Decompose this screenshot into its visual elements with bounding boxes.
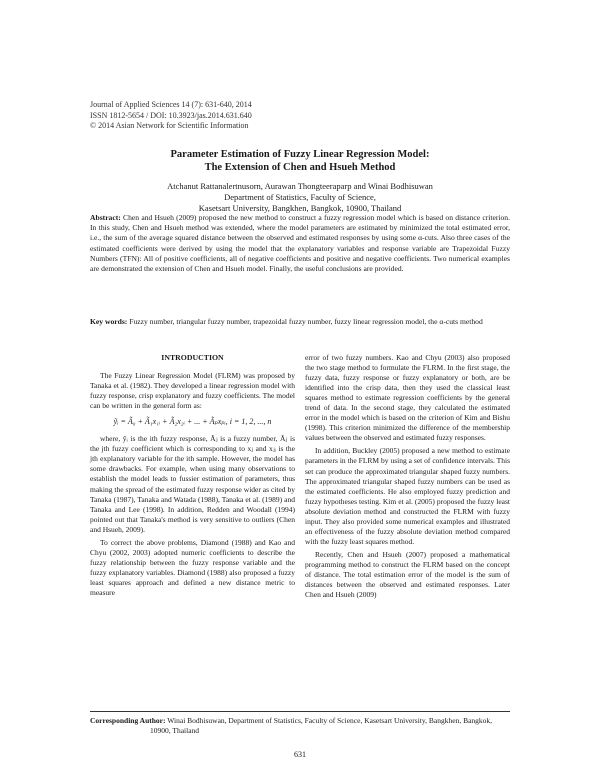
author-names: Atchanut Rattanalertnusorn, Aurawan Thongteeraparp and Winai Bodhisuwan [167,181,433,191]
title-line-1: Parameter Estimation of Fuzzy Linear Regression Model: [170,149,430,160]
abstract [90,213,510,274]
intro-paragraph-1: The Fuzzy Linear Regression Model (FLRM) was proposed by Tanaka et al. (1982). They developed a linear regression model with fuzzy response, crisp explanatory and fuzzy coefficients. The model can be written in the general form as: [90,371,295,411]
keywords-label: Key words: [90,317,128,326]
journal-citation: Journal of Applied Sciences 14 (7): 631-640, 2014 [90,100,252,109]
journal-header [90,100,252,132]
corresponding-text: Winai Bodhisuwan, Department of Statistics, Faculty of Science, Kasetsart University, Bangkhen, Bangkok, 10900, Thailand [150,716,493,735]
corresponding-label: Corresponding Author: [90,716,166,725]
page-number: 631 [294,750,306,759]
footnote-divider [90,711,510,712]
title-line-2: The Extension of Chen and Hsueh Method [204,162,396,173]
author-affiliation: Kasetsart University, Bangkhen, Bangkok, 10900, Thailand [198,203,402,213]
section-heading-introduction: INTRODUCTION [161,353,224,362]
intro-paragraph-2: where, ỹᵢ is the ith fuzzy response, Ãⱼ is a fuzzy number, Ãⱼ is the jth fuzzy coefficient which is corresponding to xⱼ and xⱼᵢ is the jth explanatory variable for the ith sample. However, the model has some drawbacks. For example, when using many observations to establish the model leads to fussier estimation of parameters, thus making the spread of the estimated fuzzy response wider as cited by Tanaka (1987), Tanaka and Watada (1988), Tanaka et al. (1989) and Tanaka and Lee (1998). In addition, Redden and Woodall (1994) pointed out that Tanaka's method is very sensitive to outliers (Chen and Hsueh, 2009). [90,434,295,534]
keywords-text: Fuzzy number, triangular fuzzy number, trapezoidal fuzzy number, fuzzy linear regression model, the α-cuts method [129,317,483,326]
intro-paragraph-6: Recently, Chen and Hsueh (2007) proposed a mathematical programming method to construct the FLRM based on the concept of distance. The total estimation error of the model is the sum of distances between the observed and estimated responses. Later Chen and Hsueh (2009) [305,549,510,600]
equation-flrm: ỹᵢ = Ã₀ + Ã₁x₁ᵢ + Ã₂x₂ᵢ + ... + Ãₚxₚᵢ, i = 1, 2, ..., n [113,417,272,427]
issn-doi: ISSN 1812-5654 / DOI: 10.3923/jas.2014.631.640 [90,110,252,120]
author-department: Department of Statistics, Faculty of Science, [224,192,376,202]
left-column [90,353,295,598]
abstract-text: Chen and Hsueh (2009) proposed the new method to construct a fuzzy regression model which is based on distance criterion. In this study, Chen and Hsueh method was extended, where the model parameters are estimated by minimized the total estimated error, i.e., the sum of the average squared distance between the observed and estimated responses by using some α-cuts. Also three cases of the estimated coefficients were derived by using the model that the explanatory variables and response variable are Trapezoidal Fuzzy Numbers (TFN): All of positive coefficients, all of negative coefficients and positive and negative coefficients. Two numerical examples are demonstrated the extension of Chen and Hsueh model. Finally, the useful conclusions are provided. [90,213,510,274]
intro-paragraph-5: In addition, Buckley (2005) proposed a new method to estimate parameters in the FLRM by using a set of confidence intervals. This set can produce the approximated triangular shaped fuzzy numbers. The approximated triangular shaped fuzzy numbers can be used as the estimated coefficients. He also employed fuzzy prediction and fuzzy hypotheses testing. Kim et al. (2005) proposed the fuzzy least absolute deviation method and constructed the FLRM with fuzzy input. They also provided some numerical examples and illustrated an effectiveness of the fuzzy absolute deviation method compared with the fuzzy least squares method. [305,446,510,546]
intro-paragraph-3: To correct the above problems, Diamond (1988) and Kao and Chyu (2002, 2003) adopted numeric coefficients to describe the fuzzy relationship between the fuzzy response variable and the fuzzy explanatory variables. Diamond (1988) also proposed a fuzzy least squares approach and defined a new distance metric to measure [90,537,295,597]
corresponding-author [90,716,510,736]
keywords [90,317,510,327]
intro-paragraph-4: error of two fuzzy numbers. Kao and Chyu (2003) also proposed the two stage method to formulate the FLRM. In the first stage, the fuzzy data, fuzzy response or fuzzy explanatory or both, are be identified into the crisp data, then they used the classical least squares method to estimate regression coefficients by the general trend of data. In the second stage, they calculated the estimated error in the model which is based on the criterion of Kim and Bishu (1998). This criterion minimized the difference of the membership values between the observed and estimated fuzzy responses. [305,353,510,443]
copyright-line: © 2014 Asian Network for Scientific Information [90,121,249,130]
right-column [305,353,510,600]
paper-title [90,148,510,174]
abstract-label: Abstract: [90,213,121,222]
author-block [90,181,510,214]
